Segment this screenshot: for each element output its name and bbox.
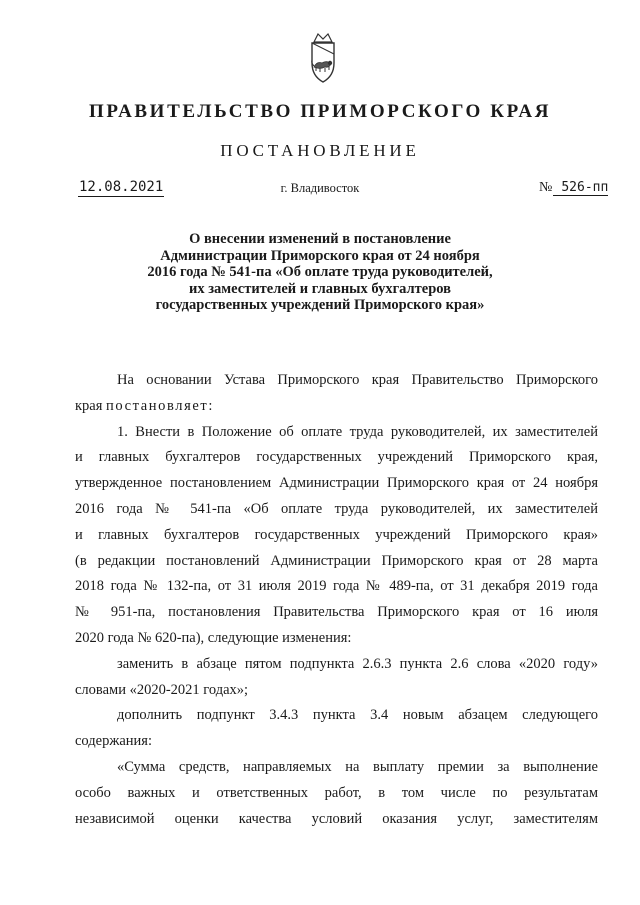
heading-line: Администрации Приморского края от 24 ноября [160, 247, 480, 264]
paragraph-quote [75, 755, 598, 832]
body-line: На основании Устава Приморского края Правительство Приморского [117, 372, 598, 388]
document-number: 526-пп [553, 180, 608, 196]
number-sign: № [539, 180, 553, 195]
body-line: и главных бухгалтеров государственных учреждений Приморского края, [75, 449, 598, 466]
body-line: № 951-па, постановления Правительства Приморского края от 16 июля [75, 604, 598, 621]
document-type: ПОСТАНОВЛЕНИЕ [220, 141, 420, 160]
coat-of-arms-icon [300, 30, 346, 86]
body-line: утвержденное постановлением Администрации Приморского края от 24 ноября [75, 475, 598, 492]
body-line: 2020 года № 620-па), следующие изменения: [75, 629, 352, 646]
body-line: (в редакции постановлений Администрации Приморского края от 28 марта [75, 552, 598, 569]
body-line: содержания: [75, 733, 153, 750]
body-line: особо важных и ответственных работ, в том числе по результатам [75, 784, 598, 801]
paragraph-item-1 [75, 420, 598, 652]
body-line: 2016 года № 541-па «Об оплате труда руководителей, их заместителей [75, 500, 598, 517]
body-line: 1. Внести в Положение об оплате труда руководителей, их заместителей [117, 423, 598, 440]
document-city: г. Владивосток [280, 181, 360, 195]
body-line: дополнить подпункт 3.4.3 пункта 3.4 новым абзацем следующего [117, 707, 598, 724]
heading-line: О внесении изменений в постановление [189, 231, 451, 247]
paragraph-supplement [75, 703, 598, 755]
document-body [75, 368, 598, 832]
body-line: словами «2020-2021 годах»; [75, 681, 249, 698]
body-line: 2018 года № 132-па, от 31 июля 2019 года № 489-па, от 31 декабря 2019 года [75, 578, 598, 595]
document-date: 12.08.2021 [79, 179, 164, 195]
body-line: «Сумма средств, направляемых на выплату премии за выполнение [117, 758, 598, 775]
meta-row [0, 178, 640, 202]
heading-line: их заместителей и главных бухгалтеров [188, 280, 452, 297]
heading-line: государственных учреждений Приморского края» [155, 297, 485, 313]
heading-line: 2016 года № 541-па «Об оплате труда руководителей, [147, 264, 493, 280]
document-number-block [539, 178, 608, 197]
body-text-fragment: края [75, 397, 107, 414]
government-title: ПРАВИТЕЛЬСТВО ПРИМОРСКОГО КРАЯ [88, 101, 552, 122]
body-line: заменить в абзаце пятом подпункта 2.6.3 пункта 2.6 слова «2020 году» [117, 655, 598, 672]
paragraph-replace [75, 652, 598, 704]
paragraph-basis [75, 368, 598, 420]
body-line [75, 394, 598, 420]
body-line: и главных бухгалтеров государственных учреждений Приморского края» [75, 526, 598, 543]
decree-word: постановляет [106, 397, 209, 414]
body-text-fragment: : [208, 397, 213, 414]
document-heading [0, 231, 640, 314]
body-line: независимой оценки качества условий оказания услуг, заместителям [75, 810, 598, 827]
